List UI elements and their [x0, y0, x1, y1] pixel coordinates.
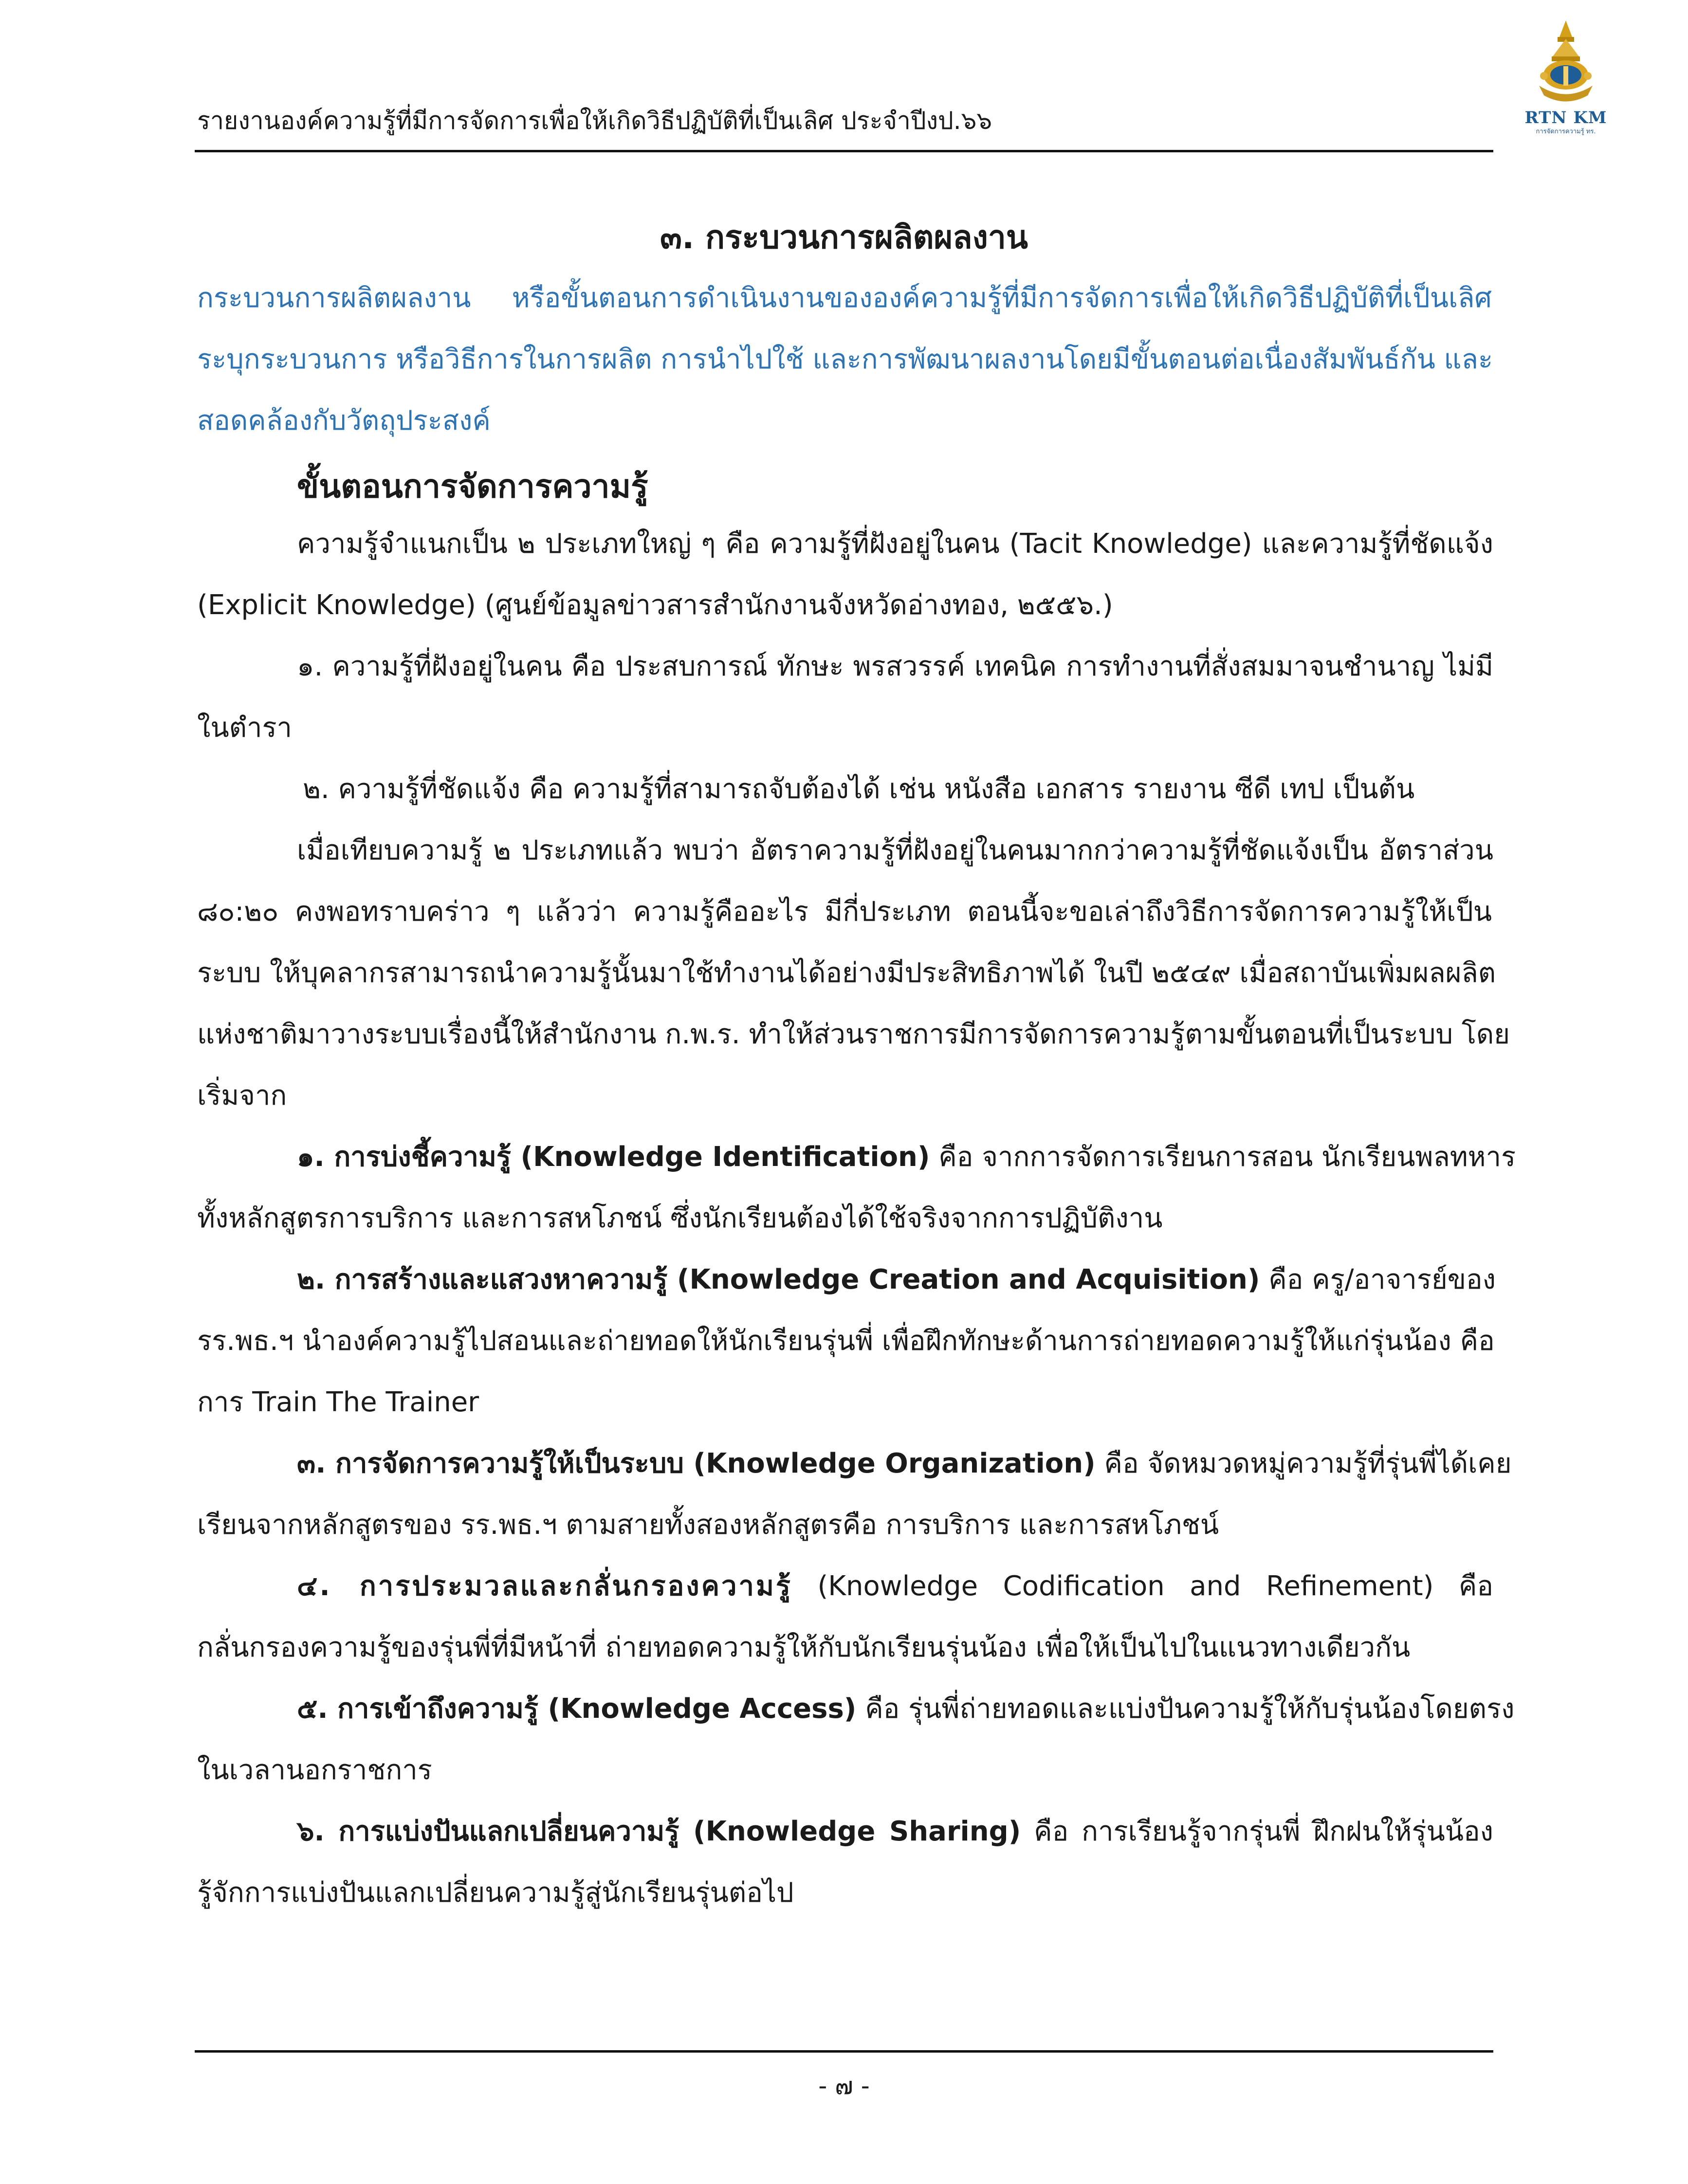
step-term: ๕. การเข้าถึงความรู้ (Knowledge Access): [297, 1693, 857, 1725]
page-number: - ๗ -: [818, 2072, 870, 2100]
step-line: [297, 1565, 1493, 1608]
step-line: ทั้งหลักสูตรการบริการ และการสหโภชน์ ซึ่งนักเรียนต้องได้ใช้จริงจากการปฏิบัติงาน: [197, 1202, 1163, 1234]
header-divider: [195, 150, 1493, 152]
rtn-km-logo: [1515, 18, 1617, 144]
section-title: ๓. กระบวนการผลิตผลงาน: [660, 218, 1028, 256]
intro-line: สอดคล้องกับวัตถุประสงค์: [197, 405, 491, 437]
step-description: คือ รุ่นพี่ถ่ายทอดและแบ่งปันความรู้ให้กับรุ่นน้องโดยตรง: [856, 1693, 1515, 1725]
paragraph-line: เมื่อเทียบความรู้ ๒ ประเภทแล้ว พบว่า อัตราความรู้ที่ฝังอยู่ในคนมากกว่าความรู้ที่ชัดแจ้งเป็น อัตราส่วน: [297, 835, 1493, 866]
step-description: คือ จากการจัดการเรียนการสอน นักเรียนพลทหาร: [930, 1141, 1516, 1173]
header-title: รายงานองค์ความรู้ที่มีการจัดการเพื่อให้เกิดวิธีปฏิบัติที่เป็นเลิศ ประจำปีงป.๖๖: [197, 107, 992, 135]
royal-emblem-icon: [1515, 18, 1617, 110]
intro-line: กระบวนการผลิตผลงาน หรือขั้นตอนการดำเนินงานขององค์ความรู้ที่มีการจัดการเพื่อให้เกิดวิธีปฏิบัติที่เป็นเลิศ: [197, 282, 1492, 314]
step-line: เรียนจากหลักสูตรของ รร.พธ.ฯ ตามสายทั้งสองหลักสูตรคือ การบริการ และการสหโภชน์: [197, 1509, 1219, 1541]
paragraph-line: ความรู้จำแนกเป็น ๒ ประเภทใหญ่ ๆ คือ ความรู้ที่ฝังอยู่ในคน (Tacit Knowledge) และความรู้ที่ชัดแจ้ง: [297, 528, 1493, 560]
step-line: กลั่นกรองความรู้ของรุ่นพี่ที่มีหน้าที่ ถ่ายทอดความรู้ให้กับนักเรียนรุ่นน้อง เพื่อให้เป็นไปในแนวทางเดียวกัน: [197, 1632, 1411, 1663]
step-term: ๖. การแบ่งปันแลกเปลี่ยนความรู้ (Knowledge Sharing): [297, 1816, 1021, 1847]
step-term: ๓. การจัดการความรู้ให้เป็นระบบ (Knowledge Organization): [297, 1448, 1096, 1479]
paragraph-line: ระบบ ให้บุคลากรสามารถนำความรู้นั้นมาใช้ทำงานได้อย่างมีประสิทธิภาพได้ ในปี ๒๕๔๙ เมื่อสถาบันเพิ่มผลผลิต: [197, 957, 1496, 989]
step-line: [297, 1810, 1493, 1854]
step-term: ๒. การสร้างและแสวงหาความรู้ (Knowledge Creation and Acquisition): [297, 1264, 1260, 1295]
step-description: คือ การเรียนรู้จากรุ่นพี่ ฝึกฝนให้รุ่นน้อง: [1021, 1816, 1493, 1847]
paragraph-line: (Explicit Knowledge) (ศูนย์ข้อมูลข่าวสารสำนักงานจังหวัดอ่างทอง, ๒๕๕๖.): [197, 589, 1113, 621]
paragraph-line: ในตำรา: [197, 712, 292, 744]
logo-title: RTN KM: [1524, 108, 1607, 127]
paragraph-line: ๘๐:๒๐ คงพอทราบคร่าว ๆ แล้วว่า ความรู้คืออะไร มีกี่ประเภท ตอนนี้จะขอเล่าถึงวิธีการจัดการความรู้ให้เป็น: [197, 896, 1492, 928]
step-line: [297, 1135, 1516, 1179]
step-term: ๔. การประมวลและกลั่นกรองความรู้: [297, 1570, 792, 1602]
step-line: [297, 1442, 1512, 1486]
footer-divider: [195, 2050, 1493, 2053]
step-line: ในเวลานอกราชการ: [197, 1754, 432, 1786]
step-description: คือ จัดหมวดหมู่ความรู้ที่รุ่นพี่ได้เคย: [1095, 1448, 1512, 1479]
paragraph-line: ๒. ความรู้ที่ชัดแจ้ง คือ ความรู้ที่สามารถจับต้องได้ เช่น หนังสือ เอกสาร รายงาน ซีดี เทป เป็นต้น: [303, 773, 1415, 805]
logo-subtitle: การจัดการความรู้ ทร.: [1536, 128, 1596, 135]
subheading: ขั้นตอนการจัดการความรู้: [297, 468, 648, 505]
step-description: คือ ครู/อาจารย์ของ: [1260, 1264, 1496, 1295]
step-description: (Knowledge Codification and Refinement) คือ: [792, 1570, 1493, 1602]
paragraph-line: ๑. ความรู้ที่ฝังอยู่ในคน คือ ประสบการณ์ ทักษะ พรสวรรค์ เทคนิค การทำงานที่สั่งสมมาจนชำนาญ ไม่มี: [297, 651, 1493, 682]
step-line: รร.พธ.ฯ นำองค์ความรู้ไปสอนและถ่ายทอดให้นักเรียนรุ่นพี่ เพื่อฝึกทักษะด้านการถ่ายทอดความรู้ให้แก่รุ่นน้อง คือ: [197, 1325, 1495, 1357]
step-line: [297, 1687, 1515, 1731]
step-line: รู้จักการแบ่งปันแลกเปลี่ยนความรู้สู่นักเรียนรุ่นต่อไป: [197, 1877, 794, 1909]
intro-line: ระบุกระบวนการ หรือวิธีการในการผลิต การนำไปใช้ และการพัฒนาผลงานโดยมีขั้นตอนต่อเนื่องสัมพันธ์กัน และ: [197, 344, 1493, 375]
step-line: การ Train The Trainer: [197, 1386, 479, 1418]
paragraph-line: แห่งชาติมาวางระบบเรื่องนี้ให้สำนักงาน ก.พ.ร. ทำให้ส่วนราชการมีการจัดการความรู้ตามขั้นตอนที่เป็นระบบ โดย: [197, 1019, 1510, 1050]
paragraph-line: เริ่มจาก: [197, 1080, 287, 1111]
step-term: ๑. การบ่งชี้ความรู้ (Knowledge Identification): [297, 1141, 930, 1173]
step-line: [297, 1258, 1496, 1302]
